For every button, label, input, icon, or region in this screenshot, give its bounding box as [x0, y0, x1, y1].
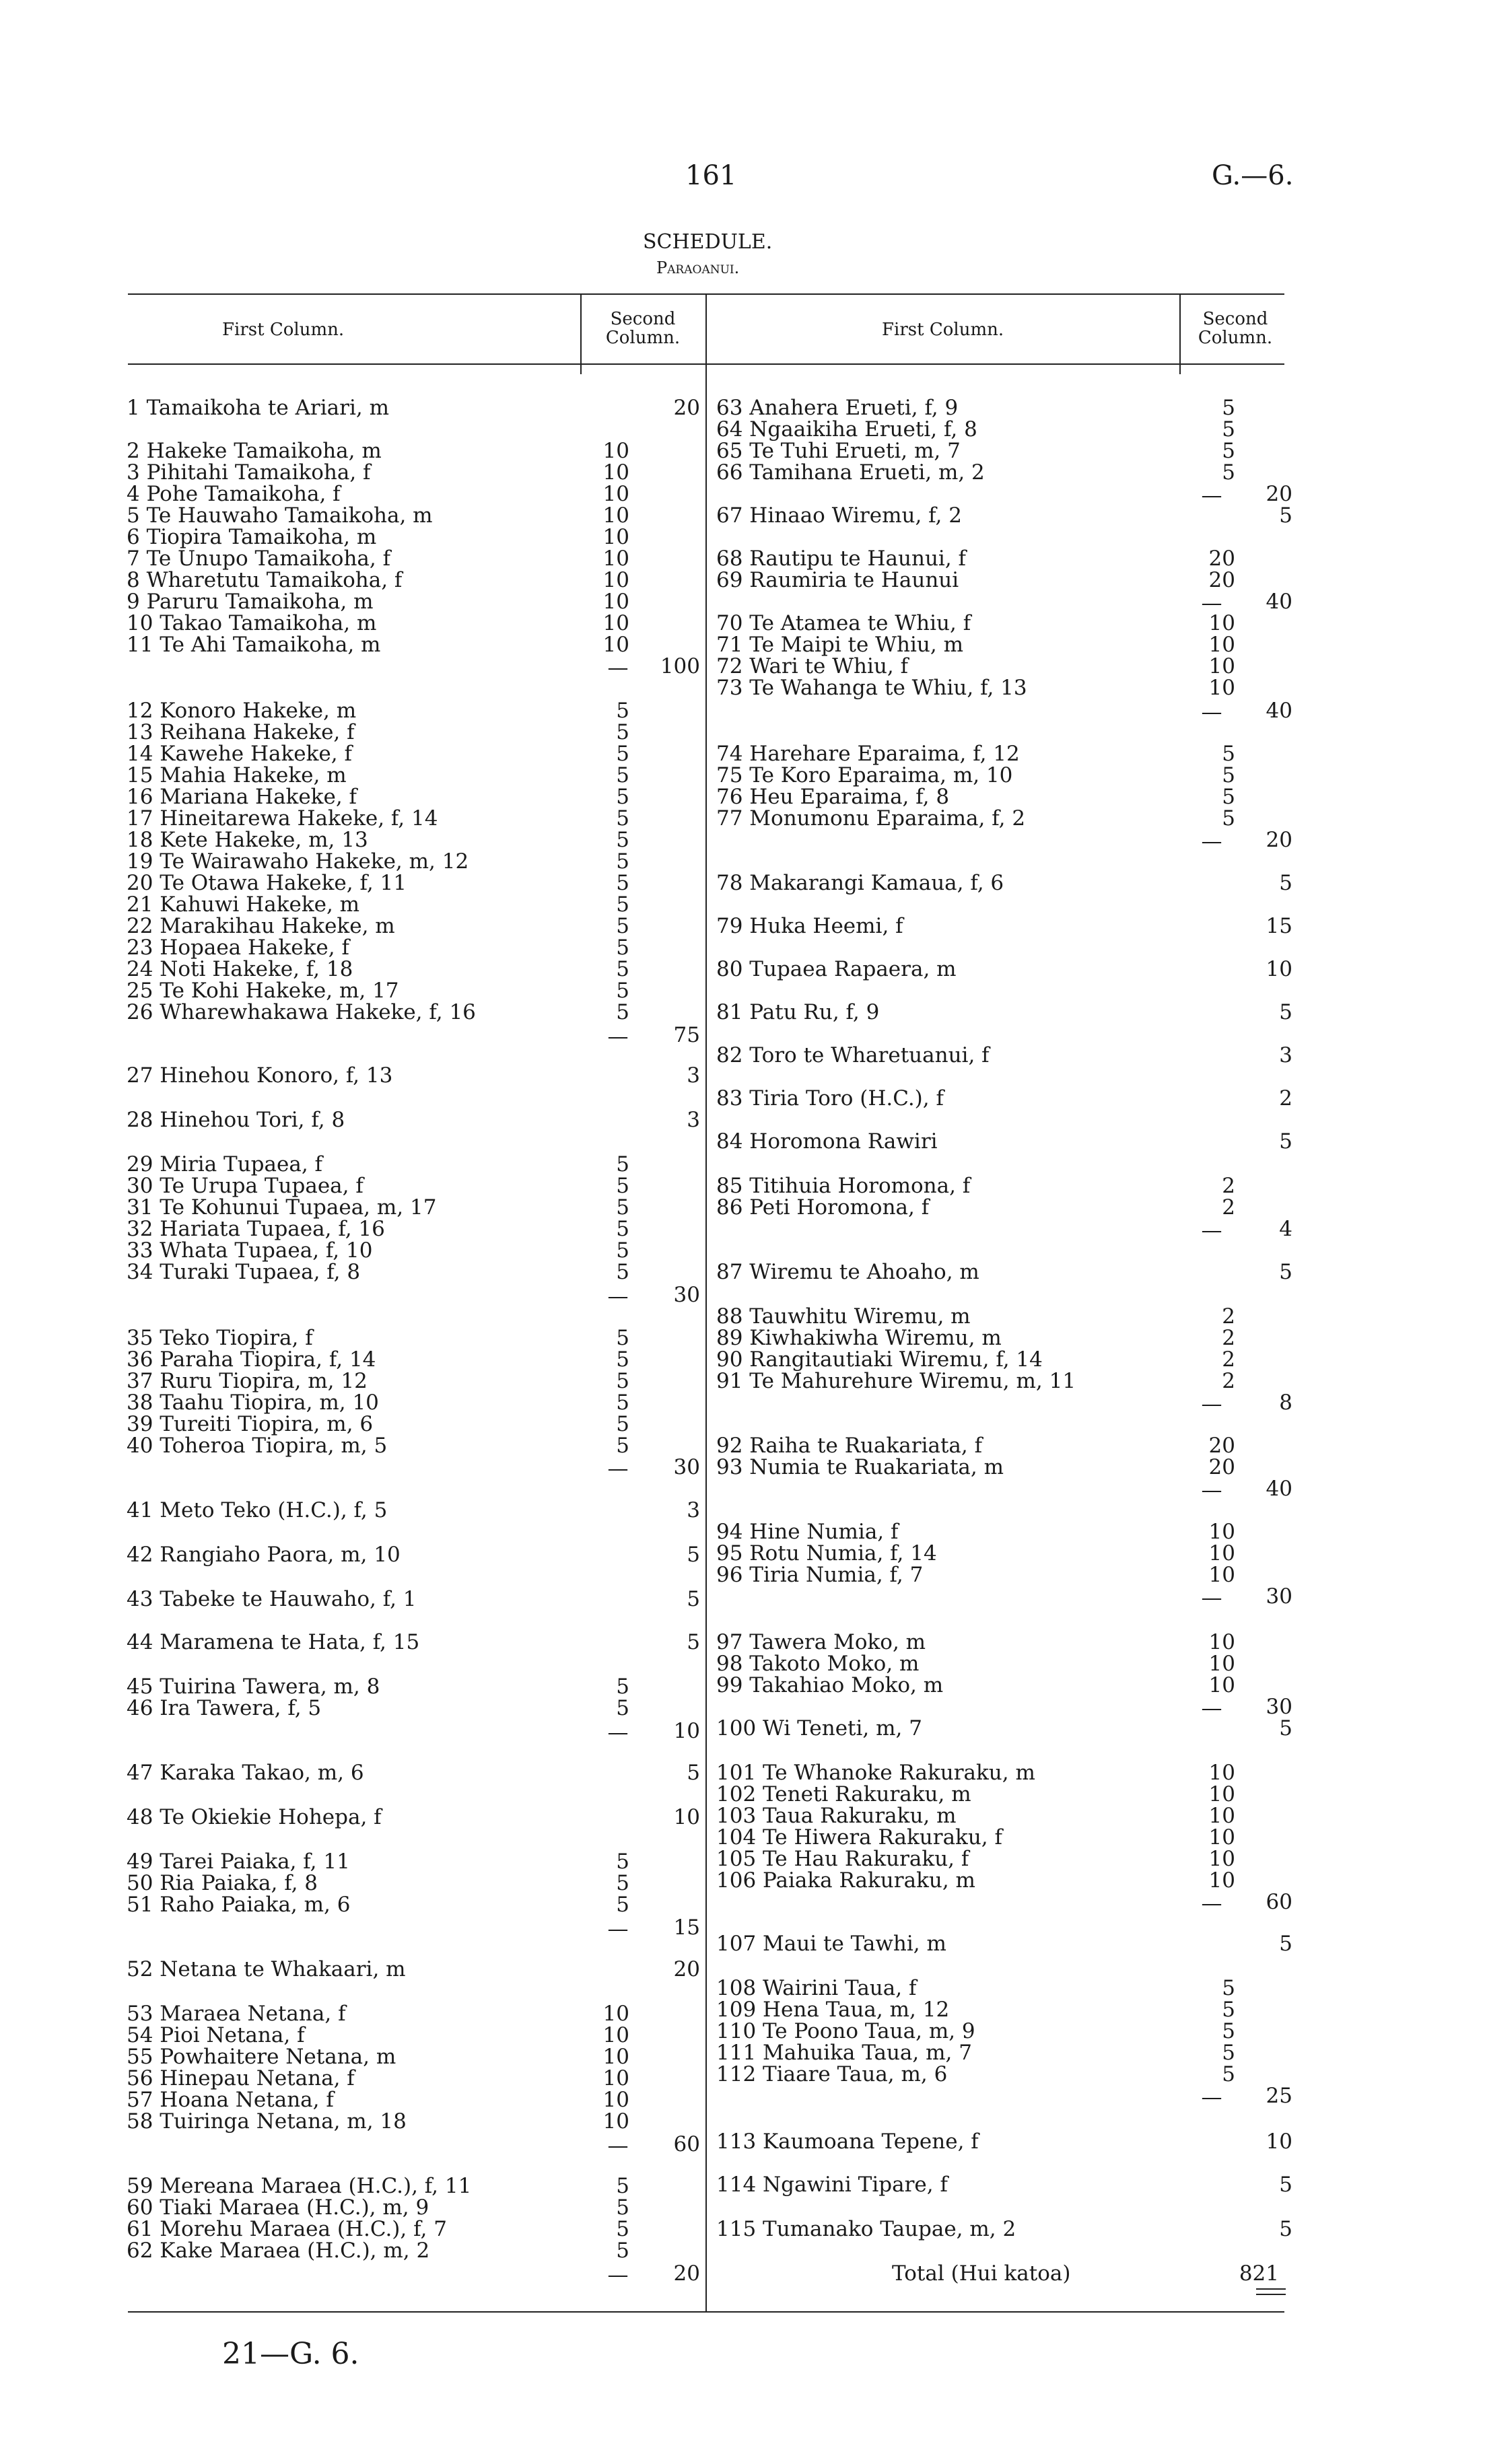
- subtotal-value: 30: [1266, 1584, 1292, 1609]
- table-row-name: 2 Hakeke Tamaikoha, m: [127, 439, 382, 463]
- group-total-share: 5: [687, 1543, 700, 1567]
- table-row-name: 39 Tureiti Tiopira, m, 6: [127, 1412, 374, 1436]
- table-row-name: 99 Takahiao Moko, m: [716, 1673, 944, 1697]
- table-row-name: 112 Tiaare Taua, m, 6: [716, 2062, 948, 2086]
- second-column-share: 5: [616, 1326, 629, 1350]
- second-column-share: 5: [616, 979, 629, 1003]
- table-row-name: 83 Tiria Toro (H.C.), f: [716, 1086, 944, 1111]
- group-total-share: 3: [687, 1108, 700, 1132]
- second-column-share: 10: [602, 611, 629, 635]
- table-row-name: 56 Hinepau Netana, f: [127, 2066, 355, 2090]
- table-row-name: 8 Wharetutu Tamaikoha, f: [127, 568, 403, 592]
- second-column-share: 10: [1208, 1825, 1235, 1850]
- subtotal-value: 20: [1266, 482, 1292, 506]
- table-row-name: 110 Te Poono Taua, m, 9: [716, 2019, 975, 2043]
- second-column-share: 5: [616, 1152, 629, 1176]
- group-total-share: 5: [1279, 503, 1292, 528]
- second-column-share: 5: [616, 1850, 629, 1874]
- second-column-share: 10: [1208, 676, 1235, 700]
- table-row-name: 82 Toro te Wharetuanui, f: [716, 1043, 990, 1067]
- table-row-name: 10 Takao Tamaikoha, m: [127, 611, 377, 635]
- table-row-name: 52 Netana te Whakaari, m: [127, 1957, 406, 1981]
- table-row-name: 59 Mereana Maraea (H.C.), f, 11: [127, 2174, 472, 2198]
- subtotal-dash: —: [607, 1917, 629, 1941]
- table-row-name: 103 Taua Rakuraku, m: [716, 1804, 957, 1828]
- table-row-name: 28 Hinehou Tori, f, 8: [127, 1108, 345, 1132]
- second-column-share: 5: [1222, 742, 1235, 766]
- group-total-share: 10: [1266, 2129, 1292, 2154]
- table-row-name: 90 Rangitautiaki Wiremu, f, 14: [716, 1347, 1043, 1372]
- table-row-name: 34 Turaki Tupaea, f, 8: [127, 1260, 361, 1284]
- subtotal-value: 15: [673, 1915, 700, 1940]
- subtotal-dash: —: [1201, 591, 1222, 615]
- table-row-name: 31 Te Kohunui Tupaea, m, 17: [127, 1195, 437, 1220]
- second-column-share: 5: [616, 742, 629, 766]
- center-divider: [705, 293, 707, 2311]
- table-row-name: 3 Pihitahi Tamaikoha, f: [127, 460, 371, 485]
- table-row-name: 65 Te Tuhi Erueti, m, 7: [716, 439, 961, 463]
- second-column-share: 10: [1208, 1541, 1235, 1565]
- second-column-share: 5: [616, 1260, 629, 1284]
- second-column-share: 10: [1208, 1673, 1235, 1697]
- subtotal-dash: —: [1201, 483, 1222, 507]
- second-column-share: 5: [1222, 396, 1235, 420]
- table-row-name: 94 Hine Numia, f: [716, 1520, 899, 1544]
- table-row-name: 105 Te Hau Rakuraku, f: [716, 1847, 969, 1871]
- group-total-share: 5: [1279, 1260, 1292, 1284]
- second-column-share: 20: [1208, 547, 1235, 571]
- table-row-name: 79 Huka Heemi, f: [716, 914, 903, 938]
- table-row-name: 25 Te Kohi Hakeke, m, 17: [127, 979, 399, 1003]
- table-row-name: 78 Makarangi Kamaua, f, 6: [716, 871, 1004, 895]
- table-row-name: 95 Rotu Numia, f, 14: [716, 1541, 937, 1565]
- second-column-share: 10: [602, 2109, 629, 2134]
- second-column-share: 10: [1208, 1847, 1235, 1871]
- second-column-share: 20: [1208, 1434, 1235, 1458]
- table-row-name: 115 Tumanako Taupae, m, 2: [716, 2217, 1016, 2241]
- table-row-name: 91 Te Mahurehure Wiremu, m, 11: [716, 1369, 1076, 1393]
- table-row-name: 86 Peti Horomona, f: [716, 1195, 930, 1220]
- second-column-share: 20: [1208, 1455, 1235, 1479]
- second-column-share: 5: [1222, 1976, 1235, 2000]
- second-column-share: 10: [602, 2088, 629, 2112]
- second-column-share: 10: [602, 590, 629, 614]
- table-row-name: 40 Toheroa Tiopira, m, 5: [127, 1434, 388, 1458]
- second-column-share: 10: [1208, 611, 1235, 635]
- subtotal-dash: —: [1201, 1392, 1222, 1416]
- table-row-name: 5 Te Hauwaho Tamaikoha, m: [127, 503, 433, 528]
- group-total-share: 5: [1279, 1129, 1292, 1154]
- table-row-name: 61 Morehu Maraea (H.C.), f, 7: [127, 2217, 447, 2241]
- table-row-name: 71 Te Maipi te Whiu, m: [716, 633, 963, 657]
- table-row-name: 67 Hinaao Wiremu, f, 2: [716, 503, 962, 528]
- table-row-name: 49 Tarei Paiaka, f, 11: [127, 1850, 350, 1874]
- table-row-name: 69 Raumiria te Haunui: [716, 568, 959, 592]
- second-column-share: 10: [1208, 1563, 1235, 1587]
- second-column-share: 10: [602, 2023, 629, 2047]
- group-total-share: 2: [1279, 1086, 1292, 1111]
- second-column-share: 10: [602, 503, 629, 528]
- second-column-share: 5: [616, 806, 629, 831]
- subtotal-dash: —: [1201, 1586, 1222, 1610]
- second-column-share: 5: [1222, 2019, 1235, 2043]
- second-column-share: 10: [602, 439, 629, 463]
- subtotal-dash: —: [607, 2263, 629, 2287]
- table-row-name: 92 Raiha te Ruakariata, f: [716, 1434, 983, 1458]
- table-row-name: 9 Paruru Tamaikoha, m: [127, 590, 374, 614]
- table-row-name: 6 Tiopira Tamaikoha, m: [127, 525, 377, 549]
- second-column-share: 10: [1208, 1761, 1235, 1785]
- second-column-share: 10: [1208, 1868, 1235, 1893]
- table-row-name: 16 Mariana Hakeke, f: [127, 785, 357, 809]
- right-col-divider: [1179, 293, 1181, 374]
- second-column-share: 5: [1222, 2062, 1235, 2086]
- table-row-name: 80 Tupaea Rapaera, m: [716, 957, 957, 981]
- table-row-name: 72 Wari te Whiu, f: [716, 654, 909, 678]
- second-column-share: 5: [616, 1696, 629, 1720]
- subtotal-dash: —: [1201, 1478, 1222, 1502]
- table-row-name: 18 Kete Hakeke, m, 13: [127, 828, 368, 852]
- second-column-share: 5: [616, 1000, 629, 1024]
- table-row-name: 37 Ruru Tiopira, m, 12: [127, 1369, 368, 1393]
- table-row-name: 32 Hariata Tupaea, f, 16: [127, 1217, 385, 1241]
- second-column-share: 5: [616, 871, 629, 895]
- table-row-name: 51 Raho Paiaka, m, 6: [127, 1893, 351, 1917]
- table-row-name: 107 Maui te Tawhi, m: [716, 1932, 946, 1956]
- group-total-share: 3: [687, 1063, 700, 1088]
- second-column-share: 5: [1222, 460, 1235, 485]
- right-first-column-header: First Column.: [882, 320, 1004, 340]
- doc-code: G.—6.: [1212, 160, 1294, 191]
- subtotal-value: 60: [1266, 1890, 1292, 1914]
- group-total-share: 3: [1279, 1043, 1292, 1067]
- table-row-name: 62 Kake Maraea (H.C.), m, 2: [127, 2239, 430, 2263]
- table-row-name: 57 Hoana Netana, f: [127, 2088, 334, 2112]
- table-row-name: 29 Miria Tupaea, f: [127, 1152, 323, 1176]
- table-row-name: 87 Wiremu te Ahoaho, m: [716, 1260, 979, 1284]
- second-column-share: 5: [616, 1434, 629, 1458]
- second-column-share: 10: [1208, 1782, 1235, 1806]
- subtotal-value: 75: [673, 1023, 700, 1047]
- group-total-share: 5: [687, 1587, 700, 1611]
- table-row-name: 15 Mahia Hakeke, m: [127, 763, 347, 787]
- table-row-name: 21 Kahuwi Hakeke, m: [127, 892, 360, 917]
- table-row-name: 104 Te Hiwera Rakuraku, f: [716, 1825, 1002, 1850]
- second-column-share: 10: [1208, 1630, 1235, 1654]
- table-row-name: 96 Tiria Numia, f, 7: [716, 1563, 924, 1587]
- second-column-share: 5: [616, 2239, 629, 2263]
- table-row-name: 36 Paraha Tiopira, f, 14: [127, 1347, 376, 1372]
- subtotal-dash: —: [607, 1720, 629, 1745]
- second-column-share: 20: [1208, 568, 1235, 592]
- group-total-share: 20: [673, 1957, 700, 1981]
- table-row-name: 42 Rangiaho Paora, m, 10: [127, 1543, 401, 1567]
- subtotal-dash: —: [1201, 1218, 1222, 1242]
- second-column-share: 10: [1208, 633, 1235, 657]
- second-column-share: 10: [1208, 1652, 1235, 1676]
- left-first-column-header: First Column.: [222, 320, 345, 340]
- table-row-name: 89 Kiwhakiwha Wiremu, m: [716, 1326, 1002, 1350]
- table-row-name: 106 Paiaka Rakuraku, m: [716, 1868, 975, 1893]
- second-column-share: 5: [616, 936, 629, 960]
- left-col-divider: [580, 293, 582, 374]
- second-column-share: 5: [616, 1893, 629, 1917]
- table-row-name: 66 Tamihana Erueti, m, 2: [716, 460, 985, 485]
- group-total-share: 5: [687, 1761, 700, 1785]
- second-column-share: 5: [616, 1369, 629, 1393]
- second-column-share: 2: [1222, 1174, 1235, 1198]
- second-column-share: 5: [616, 849, 629, 874]
- total-double-rule-2: [1256, 2294, 1286, 2295]
- table-row-name: 33 Whata Tupaea, f, 10: [127, 1238, 373, 1263]
- second-column-share: 10: [602, 547, 629, 571]
- subtotal-value: 10: [673, 1719, 700, 1743]
- table-row-name: 77 Monumonu Eparaima, f, 2: [716, 806, 1026, 831]
- second-column-share: 10: [602, 633, 629, 657]
- subtotal-dash: —: [607, 1024, 629, 1049]
- second-column-share: 10: [1208, 1520, 1235, 1544]
- table-row-name: 30 Te Urupa Tupaea, f: [127, 1174, 364, 1198]
- subtotal-dash: —: [1201, 1696, 1222, 1720]
- second-column-share: 10: [602, 525, 629, 549]
- table-row-name: 100 Wi Teneti, m, 7: [716, 1716, 922, 1740]
- second-column-share: 2: [1222, 1326, 1235, 1350]
- table-row-name: 27 Hinehou Konoro, f, 13: [127, 1063, 393, 1088]
- table-row-name: 54 Pioi Netana, f: [127, 2023, 305, 2047]
- table-row-name: 35 Teko Tiopira, f: [127, 1326, 313, 1350]
- table-row-name: 12 Konoro Hakeke, m: [127, 699, 357, 723]
- second-column-share: 5: [616, 2217, 629, 2241]
- second-column-share: 5: [616, 1217, 629, 1241]
- table-row-name: 93 Numia te Ruakariata, m: [716, 1455, 1004, 1479]
- subtotal-dash: —: [607, 1456, 629, 1481]
- table-row-name: 19 Te Wairawaho Hakeke, m, 12: [127, 849, 469, 874]
- table-row-name: 111 Mahuika Taua, m, 7: [716, 2041, 972, 2065]
- page-number: 161: [685, 160, 737, 191]
- group-total-share: 10: [673, 1805, 700, 1829]
- second-column-share: 10: [1208, 1804, 1235, 1828]
- second-column-share: 5: [616, 914, 629, 938]
- subtotal-dash: —: [1201, 2085, 1222, 2109]
- group-total-share: 5: [1279, 1000, 1292, 1024]
- second-column-share: 5: [1222, 417, 1235, 442]
- table-row-name: 64 Ngaaikiha Erueti, f, 8: [716, 417, 977, 442]
- subtotal-value: 30: [673, 1283, 700, 1307]
- total-double-rule: [1256, 2288, 1286, 2290]
- table-row-name: 76 Heu Eparaima, f, 8: [716, 785, 950, 809]
- group-total-share: 10: [1266, 957, 1292, 981]
- table-row-name: 17 Hineitarewa Hakeke, f, 14: [127, 806, 438, 831]
- second-column-share: 5: [616, 2195, 629, 2220]
- second-column-share: 10: [602, 460, 629, 485]
- group-total-share: 20: [673, 396, 700, 420]
- second-column-share: 5: [616, 699, 629, 723]
- subtotal-dash: —: [1201, 1891, 1222, 1915]
- subtotal-value: 4: [1279, 1217, 1292, 1241]
- table-row-name: 97 Tawera Moko, m: [716, 1630, 926, 1654]
- subtotal-value: 8: [1279, 1391, 1292, 1415]
- table-row-name: 38 Taahu Tiopira, m, 10: [127, 1391, 379, 1415]
- table-bottom-rule: [128, 2311, 1284, 2313]
- table-row-name: 14 Kawehe Hakeke, f: [127, 742, 352, 766]
- subtotal-value: 20: [673, 2261, 700, 2286]
- second-column-share: 5: [616, 785, 629, 809]
- table-row-name: 60 Tiaki Maraea (H.C.), m, 9: [127, 2195, 429, 2220]
- group-total-share: 5: [1279, 2173, 1292, 2197]
- second-column-share: 5: [616, 1347, 629, 1372]
- subtotal-value: 20: [1266, 828, 1292, 852]
- second-column-share: 10: [602, 568, 629, 592]
- subtotal-dash: —: [607, 656, 629, 680]
- table-row-name: 11 Te Ahi Tamaikoha, m: [127, 633, 381, 657]
- second-column-share: 5: [616, 957, 629, 981]
- table-row-name: 4 Pohe Tamaikoha, f: [127, 482, 341, 506]
- table-row-name: 63 Anahera Erueti, f, 9: [716, 396, 959, 420]
- second-column-share: 5: [616, 1412, 629, 1436]
- second-column-share: 5: [616, 1174, 629, 1198]
- table-row-name: 7 Te Unupo Tamaikoha, f: [127, 547, 391, 571]
- table-row-name: 47 Karaka Takao, m, 6: [127, 1761, 364, 1785]
- second-column-share: 10: [1208, 654, 1235, 678]
- total-label: Total (Hui katoa): [892, 2261, 1071, 2286]
- second-column-share: 2: [1222, 1369, 1235, 1393]
- table-row-name: 84 Horomona Rawiri: [716, 1129, 938, 1154]
- second-column-share: 5: [1222, 806, 1235, 831]
- group-total-share: 3: [687, 1498, 700, 1522]
- table-row-name: 114 Ngawini Tipare, f: [716, 2173, 948, 2197]
- table-row-name: 101 Te Whanoke Rakuraku, m: [716, 1761, 1035, 1785]
- group-total-share: 5: [1279, 1716, 1292, 1740]
- group-total-share: 5: [1279, 1932, 1292, 1956]
- table-row-name: 48 Te Okiekie Hohepa, f: [127, 1805, 382, 1829]
- subtotal-dash: —: [607, 1284, 629, 1308]
- table-row-name: 75 Te Koro Eparaima, m, 10: [716, 763, 1013, 787]
- table-row-name: 41 Meto Teko (H.C.), f, 5: [127, 1498, 388, 1522]
- table-row-name: 102 Teneti Rakuraku, m: [716, 1782, 971, 1806]
- second-column-share: 5: [616, 720, 629, 744]
- second-column-share: 10: [602, 2002, 629, 2026]
- table-row-name: 68 Rautipu te Haunui, f: [716, 547, 967, 571]
- table-row-name: 26 Wharewhakawa Hakeke, f, 16: [127, 1000, 476, 1024]
- table-row-name: 46 Ira Tawera, f, 5: [127, 1696, 322, 1720]
- table-row-name: 24 Noti Hakeke, f, 18: [127, 957, 353, 981]
- subtotal-dash: —: [607, 2134, 629, 2158]
- table-row-name: 70 Te Atamea te Whiu, f: [716, 611, 971, 635]
- second-column-share: 5: [1222, 439, 1235, 463]
- second-column-share: 2: [1222, 1304, 1235, 1329]
- table-row-name: 44 Maramena te Hata, f, 15: [127, 1630, 420, 1654]
- table-row-name: 20 Te Otawa Hakeke, f, 11: [127, 871, 407, 895]
- schedule-title: SCHEDULE.: [643, 230, 773, 254]
- second-column-share: 10: [602, 2045, 629, 2069]
- subtotal-value: 30: [1266, 1695, 1292, 1719]
- subtotal-value: 40: [1266, 590, 1292, 614]
- subtotal-value: 100: [660, 654, 700, 678]
- second-column-share: 5: [616, 1871, 629, 1895]
- subtotal-value: 40: [1266, 1477, 1292, 1501]
- table-row-name: 55 Powhaitere Netana, m: [127, 2045, 396, 2069]
- second-column-share: 5: [1222, 1998, 1235, 2022]
- table-row-name: 1 Tamaikoha te Ariari, m: [127, 396, 389, 420]
- table-row-name: 109 Hena Taua, m, 12: [716, 1998, 950, 2022]
- second-column-share: 5: [616, 763, 629, 787]
- second-column-share: 5: [616, 828, 629, 852]
- table-row-name: 45 Tuirina Tawera, m, 8: [127, 1675, 380, 1699]
- second-column-share: 5: [616, 1675, 629, 1699]
- subtotal-value: 25: [1266, 2084, 1292, 2108]
- subtotal-dash: —: [1201, 700, 1222, 724]
- second-column-share: 5: [616, 1391, 629, 1415]
- table-row-name: 85 Titihuia Horomona, f: [716, 1174, 971, 1198]
- footer-sheet-ref: 21—G. 6.: [222, 2337, 359, 2371]
- second-column-share: 2: [1222, 1347, 1235, 1372]
- second-column-share: 5: [616, 1238, 629, 1263]
- group-total-share: 5: [687, 1630, 700, 1654]
- second-column-share: 10: [602, 482, 629, 506]
- group-total-share: 15: [1266, 914, 1292, 938]
- table-row-name: 23 Hopaea Hakeke, f: [127, 936, 349, 960]
- table-row-name: 98 Takoto Moko, m: [716, 1652, 920, 1676]
- second-column-share: 10: [602, 2066, 629, 2090]
- second-column-share: 5: [1222, 2041, 1235, 2065]
- table-row-name: 73 Te Wahanga te Whiu, f, 13: [716, 676, 1027, 700]
- right-second-column-header: Second Column.: [1198, 309, 1273, 348]
- second-column-share: 5: [616, 1195, 629, 1220]
- table-row-name: 58 Tuiringa Netana, m, 18: [127, 2109, 407, 2134]
- schedule-subtitle: Paraoanui.: [656, 258, 740, 277]
- table-row-name: 88 Tauwhitu Wiremu, m: [716, 1304, 971, 1329]
- subtotal-value: 30: [673, 1455, 700, 1479]
- second-column-share: 5: [616, 2174, 629, 2198]
- table-row-name: 13 Reihana Hakeke, f: [127, 720, 355, 744]
- subtotal-value: 60: [673, 2132, 700, 2156]
- subtotal-dash: —: [1201, 829, 1222, 853]
- table-row-name: 53 Maraea Netana, f: [127, 2002, 346, 2026]
- second-column-share: 2: [1222, 1195, 1235, 1220]
- table-row-name: 22 Marakihau Hakeke, m: [127, 914, 395, 938]
- second-column-share: 5: [1222, 763, 1235, 787]
- group-total-share: 5: [1279, 871, 1292, 895]
- group-total-share: 5: [1279, 2217, 1292, 2241]
- table-row-name: 74 Harehare Eparaima, f, 12: [716, 742, 1020, 766]
- table-row-name: 50 Ria Paiaka, f, 8: [127, 1871, 318, 1895]
- second-column-share: 5: [1222, 785, 1235, 809]
- left-second-column-header: Second Column.: [605, 309, 681, 348]
- total-value: 821: [1239, 2261, 1279, 2286]
- table-row-name: 113 Kaumoana Tepene, f: [716, 2129, 979, 2154]
- table-row-name: 81 Patu Ru, f, 9: [716, 1000, 880, 1024]
- table-row-name: 43 Tabeke te Hauwaho, f, 1: [127, 1587, 417, 1611]
- subtotal-value: 40: [1266, 699, 1292, 723]
- table-row-name: 108 Wairini Taua, f: [716, 1976, 917, 2000]
- second-column-share: 5: [616, 892, 629, 917]
